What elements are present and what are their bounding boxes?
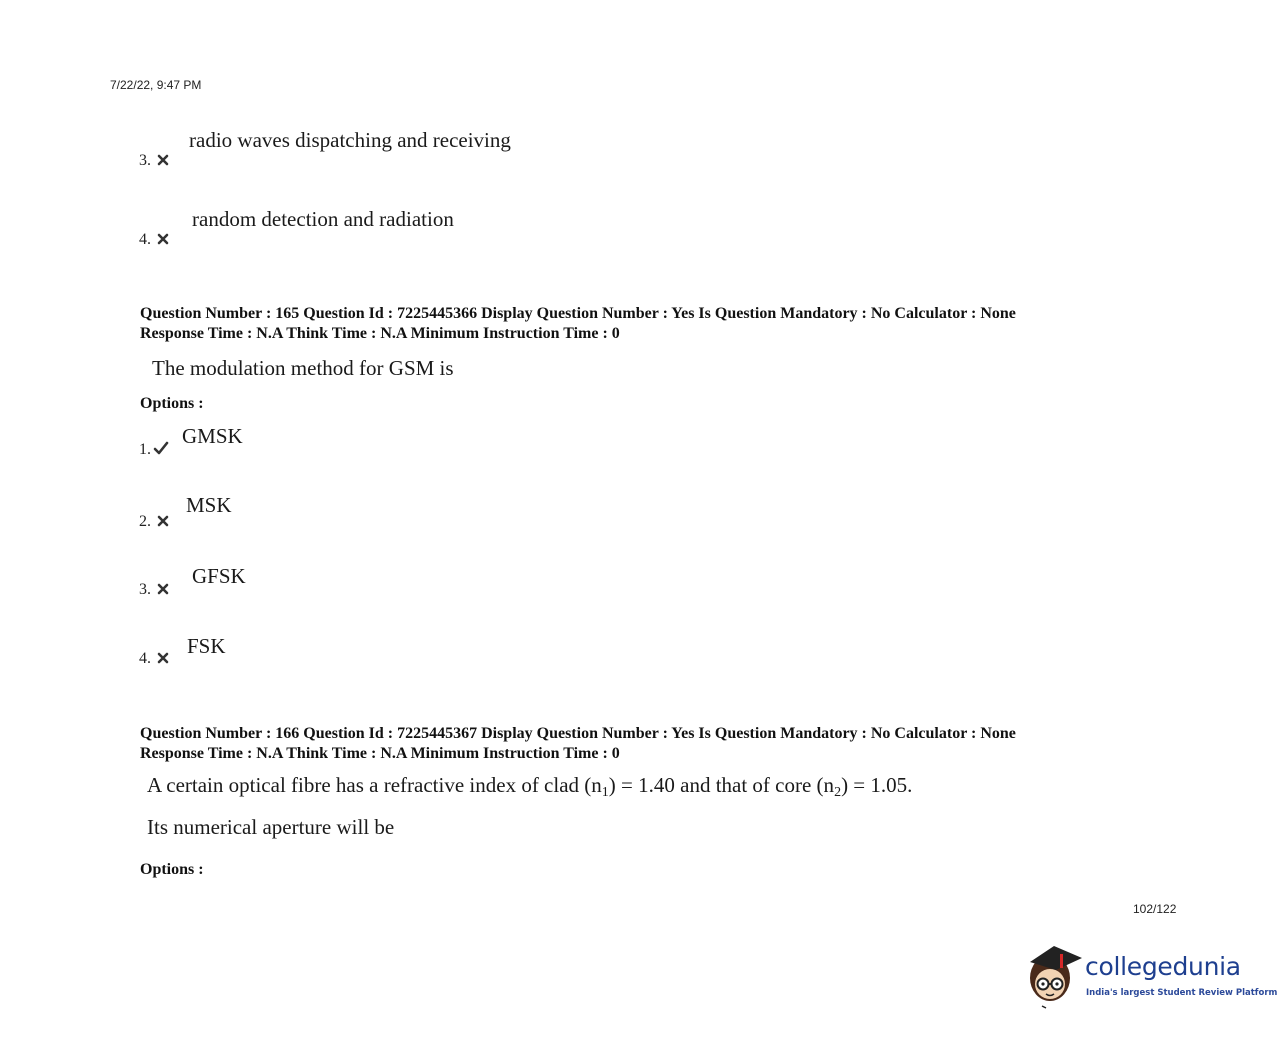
question-meta xyxy=(140,304,1016,344)
brand-tagline: India's largest Student Review Platform xyxy=(1086,988,1278,998)
options-label: Options : xyxy=(140,395,204,412)
option-text: GFSK xyxy=(192,564,246,588)
option-number: 3. xyxy=(139,581,169,599)
option-text: radio waves dispatching and receiving xyxy=(189,128,511,152)
cross-icon xyxy=(157,515,169,527)
option-number: 3. xyxy=(139,152,169,170)
option-number: 1. xyxy=(139,441,169,459)
brand-name: collegedunia xyxy=(1085,952,1241,981)
option-number: 4. xyxy=(139,231,169,249)
option-text: FSK xyxy=(187,634,226,658)
question-meta-line: Response Time : N.A Think Time : N.A Minimum Instruction Time : 0 xyxy=(140,745,620,762)
page-number: 102/122 xyxy=(1133,902,1177,916)
cross-icon xyxy=(157,583,169,595)
question-meta-line: Response Time : N.A Think Time : N.A Minimum Instruction Time : 0 xyxy=(140,325,620,342)
question-meta-line: Question Number : 166 Question Id : 7225445367 Display Question Number : Yes Is Question Mandatory : No Calculator : None xyxy=(140,725,1016,742)
cross-icon xyxy=(157,652,169,664)
option-number: 4. xyxy=(139,650,169,668)
option-text: random detection and radiation xyxy=(192,207,454,231)
question-text-line2: Its numerical aperture will be xyxy=(147,815,395,839)
option-text: GMSK xyxy=(182,424,243,448)
option-number: 2. xyxy=(139,513,169,531)
option-text: MSK xyxy=(186,493,232,517)
question-text: The modulation method for GSM is xyxy=(152,356,454,380)
cross-icon xyxy=(157,154,169,166)
print-timestamp: 7/22/22, 9:47 PM xyxy=(110,78,202,92)
options-label: Options : xyxy=(140,861,204,878)
checkmark-icon xyxy=(153,441,169,455)
collegedunia-mascot-logo xyxy=(1024,940,1086,1010)
question-meta-line: Question Number : 165 Question Id : 7225445366 Display Question Number : Yes Is Question Mandatory : No Calculator : None xyxy=(140,305,1016,322)
question-text: A certain optical fibre has a refractive index of clad $(n_1) = 1.40$ and that of core $(n_2) = 1.05$. xyxy=(147,773,913,800)
question-meta xyxy=(140,724,1016,764)
cross-icon xyxy=(157,233,169,245)
